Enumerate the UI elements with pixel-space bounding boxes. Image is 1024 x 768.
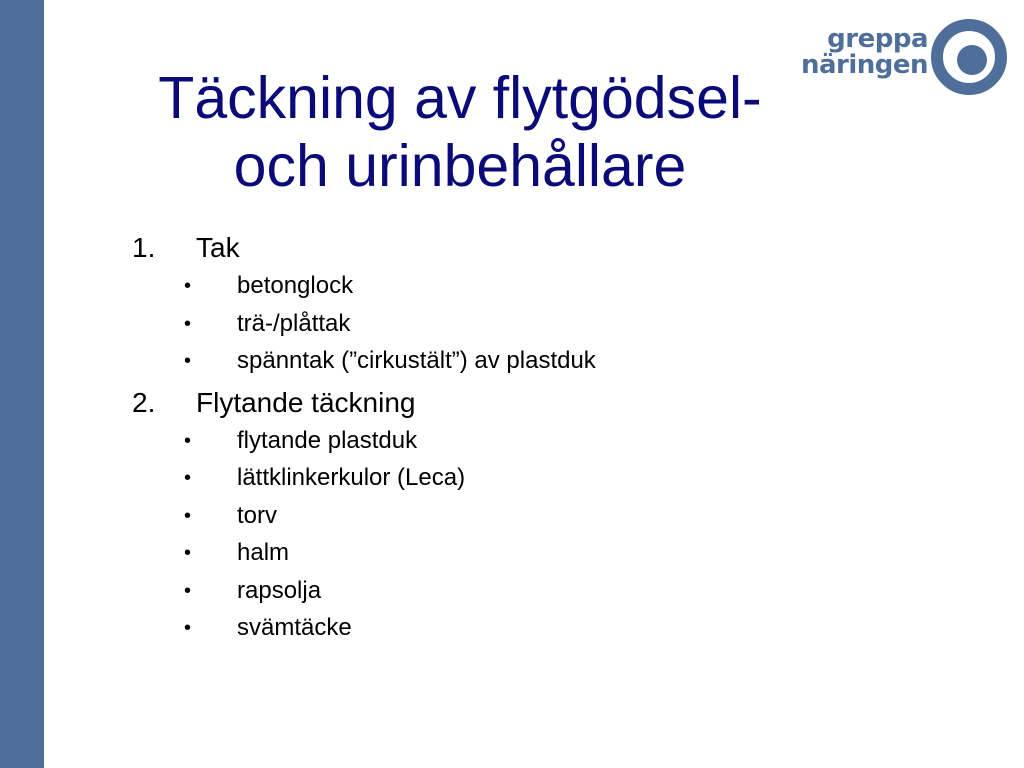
bullet-icon: • — [184, 617, 192, 639]
bullet-icon: • — [184, 579, 192, 602]
logo-text-line1: greppa — [827, 24, 928, 54]
list-item — [132, 345, 832, 383]
section-label: Flytande täckning — [196, 386, 416, 418]
list-section-1 — [132, 230, 832, 270]
section-number: 1. — [132, 232, 156, 263]
title-line-2: och urinbehållare — [233, 133, 687, 199]
bullet-icon: • — [184, 312, 192, 335]
list-item — [132, 500, 832, 538]
greppa-ring-logo-icon — [928, 16, 1010, 98]
list-item-text: torv — [237, 501, 278, 529]
title-line-1: Täckning av flytgödsel- — [158, 65, 762, 131]
list-item-text: svämtäcke — [237, 614, 352, 641]
list-item-text: rapsolja — [237, 576, 322, 604]
bullet-icon: • — [184, 350, 192, 372]
logo-text-line2: näringen — [800, 50, 928, 80]
list-item-text: lättklinkerkulor (Leca) — [237, 464, 466, 491]
section-label: Tak — [196, 232, 240, 263]
list-item-text: halm — [237, 539, 290, 566]
bullet-icon: • — [184, 467, 192, 489]
bullet-icon: • — [184, 542, 192, 564]
slide-title — [110, 64, 810, 200]
list-item — [132, 575, 832, 613]
list-item-text: betonglock — [237, 272, 354, 299]
side-bar — [0, 0, 44, 768]
bullet-icon: • — [184, 504, 192, 527]
list-item — [132, 270, 832, 308]
greppa-naringen-logo — [800, 12, 1012, 102]
list-item — [132, 425, 832, 463]
list-item — [132, 537, 832, 575]
bullet-icon: • — [184, 429, 192, 452]
list-item — [132, 612, 832, 650]
content-list — [132, 228, 832, 650]
list-item-text: flytande plastduk — [237, 426, 418, 454]
list-item-text: spänntak (”cirkustält”) av plastduk — [237, 347, 596, 374]
list-item — [132, 308, 832, 346]
list-section-2 — [132, 385, 832, 425]
list-item-text: trä-/plåttak — [237, 309, 351, 337]
bullet-icon: • — [184, 275, 192, 297]
list-item — [132, 462, 832, 500]
section-number: 2. — [132, 386, 156, 418]
